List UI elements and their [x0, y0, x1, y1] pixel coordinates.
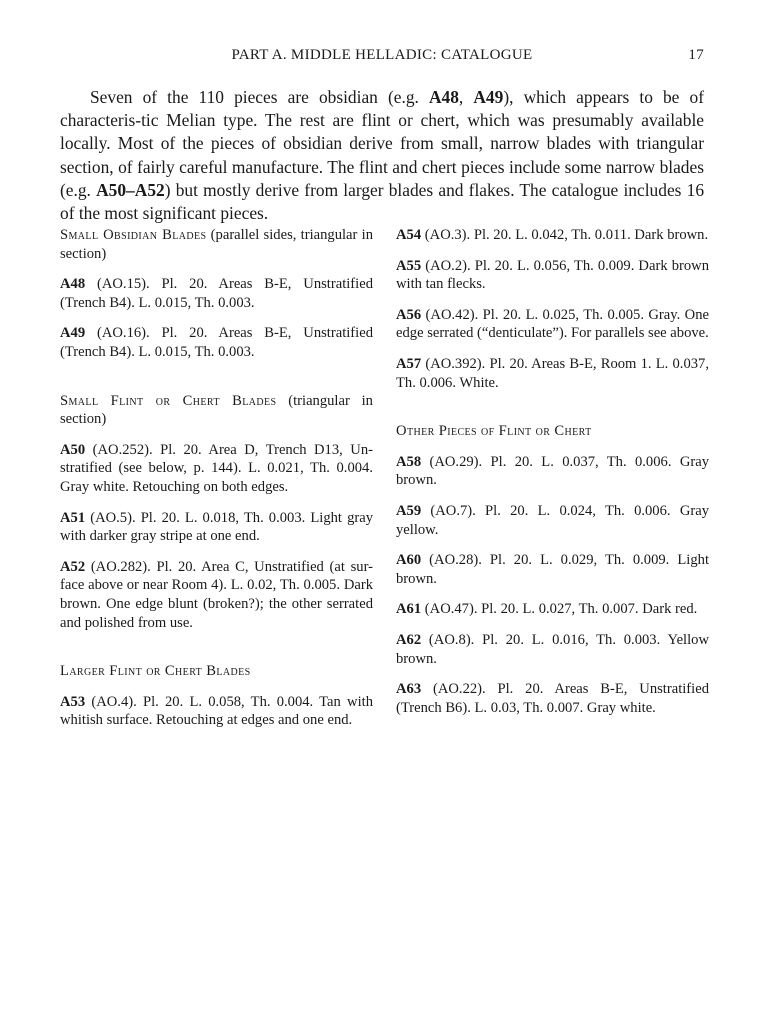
- entry-id: A60: [396, 552, 422, 569]
- running-head: [60, 47, 704, 67]
- intro-text: ,: [458, 87, 474, 107]
- intro-text: ) but mostly derive from larger blades and flakes. The catalogue includes 16 of the most significant pieces.: [60, 179, 705, 224]
- entry-id: A53: [60, 693, 86, 710]
- entry-text: (AO.392). Pl. 20. Areas B-E, Room 1. L. 0.037, Th. 0.006. White.: [396, 355, 709, 391]
- entry-text: (AO.7). Pl. 20. L. 0.024, Th. 0.006. Gray yellow.: [396, 502, 709, 538]
- entry-text: (AO.282). Pl. 20. Area C, Unstratified (at sur-face above or near Room 4). L. 0.02, Th. 0.005. Dark brown. One edge blunt (broken?); the other serrated and polished from use.: [60, 558, 373, 631]
- catalogue-entry-a62: [396, 631, 709, 668]
- entry-id: A48: [60, 276, 86, 293]
- catalogue-entry-a54: [396, 226, 709, 245]
- section-gap: [60, 374, 373, 392]
- entry-id: A63: [396, 681, 422, 698]
- section-heading-small-obsidian: [60, 226, 373, 263]
- catalogue-entry-a51: [60, 509, 373, 546]
- entry-id: A62: [396, 631, 422, 648]
- section-title: Larger Flint or Chert Blades: [60, 663, 251, 680]
- section-heading-larger-flint: [60, 662, 373, 681]
- entry-text: (AO.5). Pl. 20. L. 0.018, Th. 0.003. Light gray with darker gray stripe at one end.: [60, 509, 373, 545]
- catalogue-ref: A48: [428, 87, 459, 107]
- entry-text: (AO.252). Pl. 20. Area D, Trench D13, Un-stratified (see below, p. 144). L. 0.021, Th. 0.004. Gray white. Retouching on both edges.: [60, 441, 373, 495]
- entry-id: A57: [396, 355, 422, 372]
- catalogue-entry-a48: [60, 275, 373, 312]
- entry-text: (AO.29). Pl. 20. L. 0.037, Th. 0.006. Gray brown.: [396, 453, 709, 489]
- section-heading-other-pieces: [396, 422, 709, 441]
- catalogue-ref: A50–A52: [96, 179, 165, 200]
- catalogue-entry-a53: [60, 693, 373, 730]
- entry-text: (AO.8). Pl. 20. L. 0.016, Th. 0.003. Yellow brown.: [396, 631, 709, 667]
- entry-text: (AO.47). Pl. 20. L. 0.027, Th. 0.007. Dark red.: [421, 601, 698, 618]
- intro-text: ), which appears to be of characteris-tic Melian type. The rest are flint or chert, which was presumably available locally. Most of the pieces of obsidian derive from small, narrow blades with triangular section, of fairly careful manufacture. The flint and chert pieces include some narrow blades (e.g.: [60, 87, 704, 200]
- entry-text: (AO.4). Pl. 20. L. 0.058, Th. 0.004. Tan with whitish surface. Retouching at edges and one end.: [60, 693, 373, 729]
- entry-id: A52: [60, 558, 86, 575]
- catalogue-entry-a58: [396, 453, 709, 490]
- entry-text: (AO.3). Pl. 20. L. 0.042, Th. 0.011. Dark brown.: [421, 227, 709, 243]
- entry-text: (AO.22). Pl. 20. Areas B-E, Unstratified (Trench B6). L. 0.03, Th. 0.007. Gray white.: [396, 681, 709, 716]
- section-heading-small-flint: [60, 392, 373, 429]
- entry-id: A50: [60, 441, 86, 458]
- catalogue-entry-a59: [396, 502, 709, 539]
- entry-id: A59: [396, 502, 422, 519]
- entry-text: (AO.28). Pl. 20. L. 0.029, Th. 0.009. Light brown.: [396, 552, 709, 587]
- catalogue-entry-a61: [396, 600, 709, 619]
- catalogue-entry-a57: [396, 355, 709, 392]
- entry-id: A61: [396, 601, 422, 618]
- entry-id: A49: [60, 325, 86, 342]
- section-title: Small Obsidian Blades: [60, 227, 207, 243]
- section-gap: [60, 644, 373, 662]
- running-title: PART A. MIDDLE HELLADIC: CATALOGUE: [231, 47, 533, 63]
- catalogue-entry-a49: [60, 324, 373, 361]
- entry-id: A55: [396, 257, 422, 274]
- section-note: (triangular in section): [60, 392, 373, 428]
- right-column: [396, 226, 709, 729]
- section-title: Small Flint or Chert Blades: [60, 392, 277, 409]
- catalogue-ref: A49: [473, 87, 504, 107]
- entry-id: A56: [396, 306, 422, 323]
- section-gap: [396, 404, 709, 422]
- catalogue-entry-a60: [396, 551, 709, 588]
- catalogue-entry-a63: [396, 680, 709, 717]
- entry-text: (AO.2). Pl. 20. L. 0.056, Th. 0.009. Dark brown with tan flecks.: [396, 257, 709, 293]
- page-number: 17: [688, 47, 704, 63]
- catalogue-entry-a52: [60, 558, 373, 632]
- entry-id: A51: [60, 509, 86, 526]
- catalogue-entry-a56: [396, 306, 709, 343]
- catalogue-entry-a55: [396, 257, 709, 294]
- entry-id: A58: [396, 453, 422, 470]
- entry-text: (AO.16). Pl. 20. Areas B-E, Unstratified (Trench B4). L. 0.015, Th. 0.003.: [60, 325, 373, 360]
- entry-text: (AO.42). Pl. 20. L. 0.025, Th. 0.005. Gray. One edge serrated (“denticulate”). For parallels see above.: [396, 306, 709, 342]
- section-note: (parallel sides, triangular in section): [60, 227, 373, 262]
- left-column: [60, 226, 373, 742]
- section-title: Other Pieces of Flint or Chert: [396, 423, 592, 440]
- catalogue-entry-a50: [60, 441, 373, 497]
- intro-text: Seven of the 110 pieces are obsidian (e.g.: [90, 87, 429, 107]
- entry-id: A54: [396, 227, 422, 243]
- intro-paragraph: [60, 86, 704, 225]
- entry-text: (AO.15). Pl. 20. Areas B-E, Unstratified (Trench B4). L. 0.015, Th. 0.003.: [60, 276, 373, 311]
